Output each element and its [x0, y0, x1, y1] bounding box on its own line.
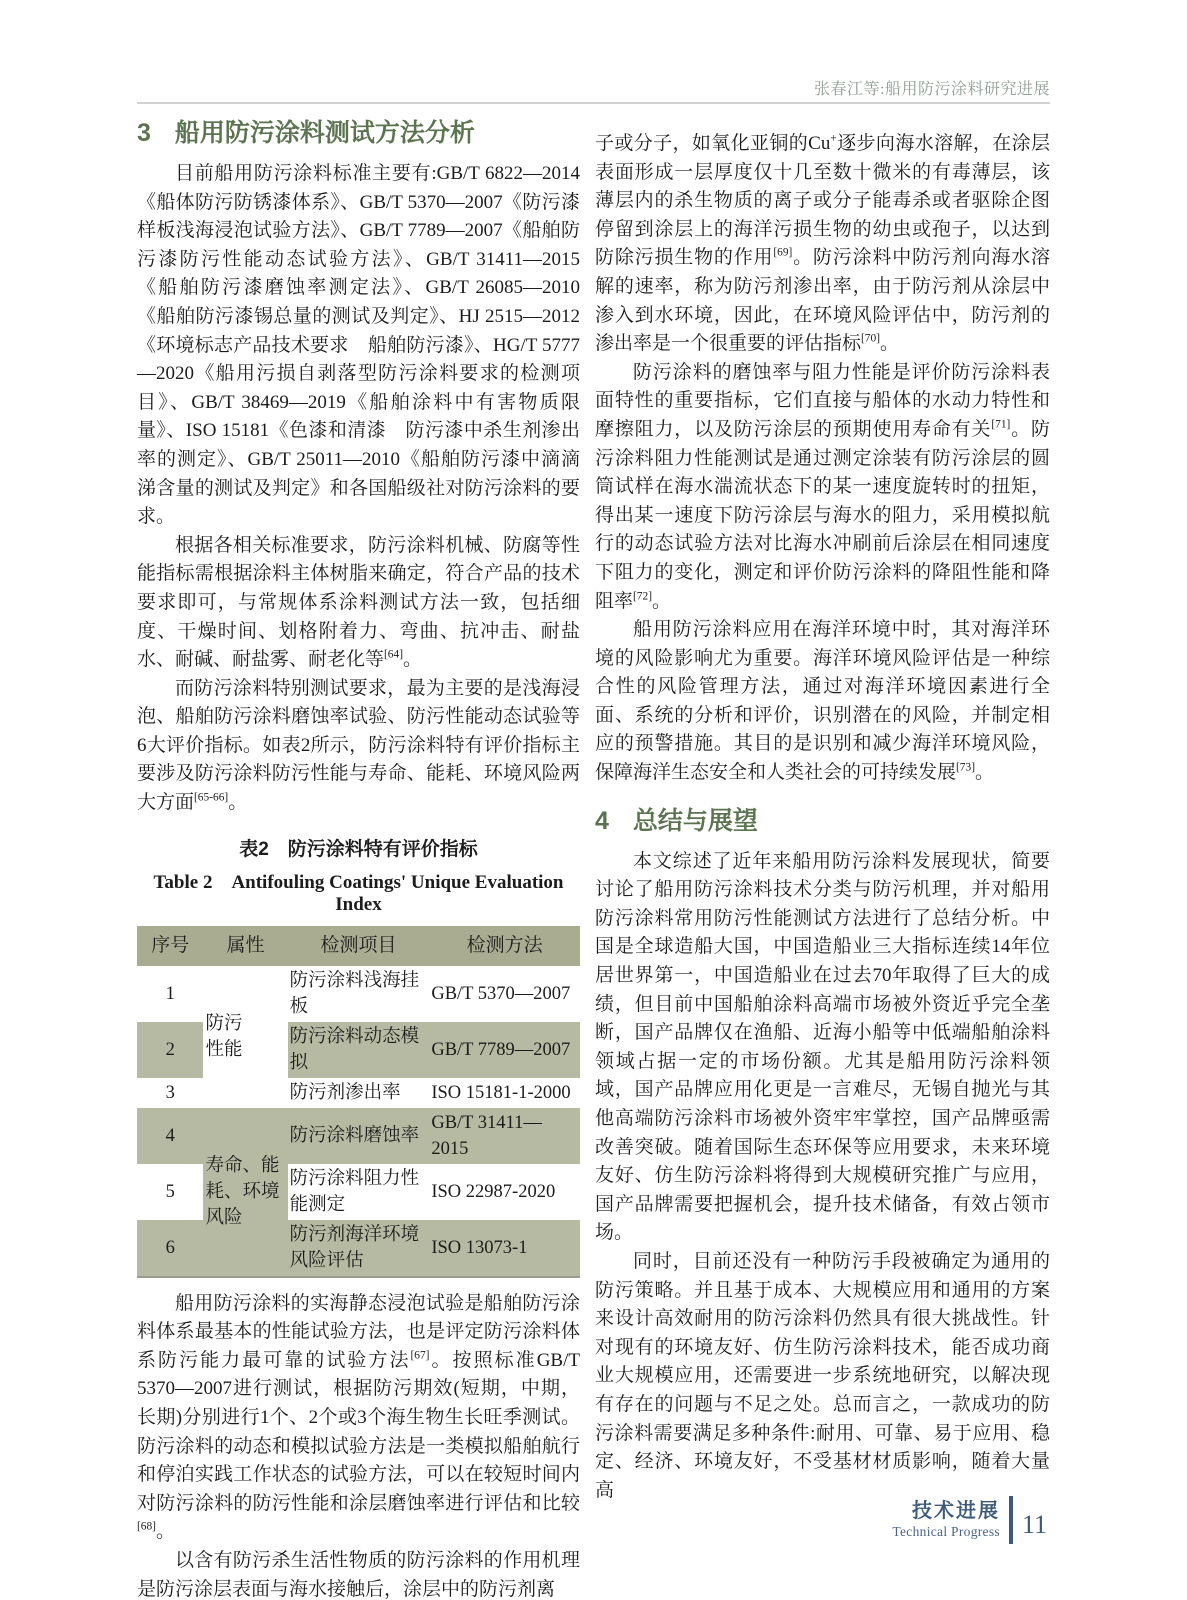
- section-4-heading: [595, 804, 1050, 838]
- table-2-title-cn: 表2 防污涂料特有评价指标: [239, 838, 478, 860]
- paragraph-outlook: 同时，目前还没有一种防污手段被确定为通用的防污策略。并且基于成本、大规模应用和通用的方案来设计高效耐用的防污涂料仍然具有很大挑战性。针对现有的环境友好、仿生防污涂料技术，能否成功商业大规模应用，还需要进一步系统地研究，以解决现有存在的问题与不足之处。总而言之，一款成功的防污涂料需要满足多种条件:耐用、可靠、易于应用、稳定、经济、环境友好，不受基材材质影响，随着大量高: [595, 1250, 1050, 1501]
- cell-test-method: GB/T 5370—2007: [431, 983, 571, 1004]
- cell-attribute: 寿命、能 耗、环境 风险: [205, 1155, 280, 1228]
- section-4-number: 4: [595, 806, 609, 835]
- reference-superscript: [64]: [384, 648, 403, 661]
- cell-test-item: 防污涂料浅海挂板: [289, 970, 420, 1017]
- section-3-title: 船用防污涂料测试方法分析: [174, 119, 475, 147]
- table-row: [137, 966, 580, 1022]
- footer-label-cn: 技术进展: [911, 1500, 1000, 1522]
- cell-test-method: ISO 22987-2020: [431, 1181, 556, 1202]
- paragraph-abrasion-resistance: 防污涂料的磨蚀率与阻力性能是评价防污涂料表面特性的重要指标，它们直接与船体的水动力特性和摩擦阻力，以及防污涂层的预期使用寿命有关[71]。防污涂料阻力性能测试是通过测定涂装有防污涂层的圆筒试样在海水湍流状态下的某一速度旋转时的扭矩，得出某一速度下防污涂层与海水的阻力，采用模拟航行的动态试验方法对比海水冲刷前后涂层在相同速度下阻力的变化，测定和评价防污涂料的降阻性能和降阻率[72]。: [595, 361, 1050, 612]
- cell-test-item: 防污涂料阻力性能测定: [289, 1168, 420, 1215]
- table-column-header: 检测方法: [466, 934, 543, 956]
- footer-section-labels: [892, 1500, 1000, 1540]
- section-3-number: 3: [137, 119, 151, 147]
- table-row: [137, 1108, 580, 1164]
- paragraph-special-tests: 而防污涂料特别测试要求，最为主要的是浅海浸泡、船舶防污涂料磨蚀率试验、防污性能动态试验等6大评价指标。如表2所示，防污涂料特有评价指标主要涉及防污涂料防污性能与寿命、能耗、环境风险两大方面[65-66]。: [137, 677, 580, 814]
- cell-index: 3: [165, 1082, 175, 1103]
- cell-test-method: GB/T 7789—2007: [431, 1039, 571, 1060]
- cell-test-item: 防污剂渗出率: [289, 1082, 401, 1103]
- reference-superscript: [65-66]: [194, 791, 229, 804]
- cell-test-method: GB/T 31411—2015: [431, 1112, 542, 1159]
- page-footer: [892, 1496, 1047, 1544]
- footer-divider-bar: [1009, 1496, 1013, 1544]
- table-column-header: 序号: [151, 934, 190, 956]
- evaluation-table: [137, 926, 580, 1278]
- paragraph-general-requirements: 根据各相关标准要求，防污涂料机械、防腐等性能指标需根据涂料主体树脂来确定，符合产品的技术要求即可，与常规体系涂料测试方法一致，包括细度、干燥时间、划格附着力、弯曲、抗冲击、耐盐水、耐碱、耐盐雾、耐老化等[64]。: [137, 534, 580, 671]
- running-head: 张春江等:船用防污涂料研究进展: [814, 81, 1050, 98]
- paragraph-marine-risk: 船用防污涂料应用在海洋环境中时，其对海洋环境的风险影响尤为重要。海洋环境风险评估是一种综合性的风险管理方法，通过对海洋环境因素进行全面、系统的分析和评价，识别潜在的风险，并制定相应的预警措施。其目的是识别和减少海洋环境风险，保障海洋生态安全和人类社会的可持续发展[73]。: [595, 619, 1050, 784]
- reference-superscript: [73]: [956, 761, 975, 774]
- cell-attribute: 防污 性能: [203, 966, 287, 1108]
- table-column-header: 检测项目: [320, 934, 397, 956]
- paragraph-biocide-mechanism-continued: 子或分子，如氧化亚铜的Cu+逐步向海水溶解，在涂层表面形成一层厚度仅十几至数十微米的有毒薄层，该薄层内的杀生物质的离子或分子能毒杀或者驱除企图停留到涂层上的海洋污损生物的幼虫或孢子，以达到防除污损生物的作用[69]。防污涂料中防污剂向海水溶解的速率，称为防污剂渗出率，由于防污剂从涂层中渗入到水环境，因此，在环境风险评估中，防污剂的渗出率是一个很重要的评估指标[70]。: [595, 132, 1050, 355]
- paragraph-summary: 本文综述了近年来船用防污涂料发展现状，简要讨论了船用防污涂料技术分类与防污机理，并对船用防污涂料常用防污性能测试方法进行了总结分析。中国是全球造船大国，中国造船业三大指标连续14年位居世界第一，中国造船业在过去70年取得了巨大的成绩，但目前中国船舶涂料高端市场被外资近乎完全垄断，国产品牌仅在渔船、近海小船等中低端船舶涂料领域占据一定的市场份额。尤其是船用防污涂料领域，国产品牌应用化更是一言难尽，无锡自抛光与其他高端防污涂料市场被外资牢牢掌控，国产品牌亟需改善突破。随着国际生态环保等应用要求，未来环境友好、仿生防污涂料将得到大规模研究推广与应用，国产品牌需要把握机会，提升技术储备，有效占领市场。: [595, 850, 1050, 1244]
- footer-label-en: Technical Progress: [892, 1524, 1000, 1539]
- right-column: [595, 130, 1050, 1505]
- reference-superscript: [67]: [410, 1349, 430, 1362]
- cell-index: 5: [165, 1181, 175, 1202]
- reference-superscript: [70]: [861, 332, 880, 345]
- cell-test-item: 防污涂料动态模拟: [289, 1026, 420, 1073]
- cell-test-method: ISO 13073-1: [431, 1237, 528, 1258]
- reference-superscript: [71]: [991, 418, 1011, 431]
- table-column-header: 属性: [226, 934, 265, 956]
- paragraph-immersion-test: 船用防污涂料的实海静态浸泡试验是船舶防污涂料体系最基本的性能试验方法，也是评定防污涂料体系防污能力最可靠的试验方法[67]。按照标准GB/T 5370—2007进行测试，根据防污期效(短期，中期，长期)分别进行1个、2个或3个海生物生长旺季测试。防污涂料的动态和模拟试验方法是一类模拟船舶航行和停泊实践工作状态的试验方法，可以在较短时间内对防污涂料的防污性能和涂层磨蚀率进行评估和比较[68]。: [137, 1292, 580, 1543]
- section-3-heading: [137, 116, 580, 150]
- header-rule: [137, 102, 1050, 104]
- cell-index: 4: [165, 1125, 175, 1146]
- paragraph-standards: 目前船用防污涂料标准主要有:GB/T 6822—2014《船体防污防锈漆体系》、GB/T 5370—2007《防污漆样板浅海浸泡试验方法》、GB/T 7789—2007《船舶防污漆防污性能动态试验方法》、GB/T 31411—2015《船舶防污漆磨蚀率测定法》、GB/T 26085—2010《船舶防污漆锡总量的测试及判定》、HJ 2515—2012《环境标志产品技术要求 船舶防污漆》、HG/T 5777—2020《船用污损自剥落型防污涂料要求的检测项目》、GB/T 38469—2019《船舶涂料中有害物质限量》、ISO 15181《色漆和清漆 防污漆中杀生剂渗出率的测定》、GB/T 25011—2010《船舶防污漆中滴滴涕含量的测试及判定》和各国船级社对防污涂料的要求。: [137, 163, 580, 528]
- cell-index: 6: [165, 1237, 175, 1258]
- cell-index: 2: [165, 1039, 175, 1060]
- table-2-block: [137, 834, 580, 1278]
- left-column: [137, 116, 580, 1600]
- reference-superscript: [69]: [773, 247, 793, 260]
- cell-test-method: ISO 15181-1-2000: [431, 1082, 571, 1103]
- table-header-row: [137, 926, 580, 966]
- page-number: 11: [1021, 1510, 1047, 1539]
- table-2-title-en: Table 2 Antifouling Coatings' Unique Evaluation Index: [153, 871, 564, 915]
- reference-superscript: +: [830, 132, 837, 145]
- reference-superscript: [68]: [137, 1521, 156, 1534]
- cell-test-item: 防污剂海洋环境风险评估: [289, 1224, 420, 1271]
- section-4-title: 总结与展望: [632, 806, 758, 835]
- cell-index: 1: [165, 983, 175, 1004]
- cell-test-item: 防污涂料磨蚀率: [289, 1125, 420, 1146]
- reference-superscript: [72]: [633, 590, 652, 603]
- paragraph-biocide-mechanism-start: 以含有防污杀生活性物质的防污涂料的作用机理是防污涂层表面与海水接触后，涂层中的防污剂离: [137, 1550, 580, 1600]
